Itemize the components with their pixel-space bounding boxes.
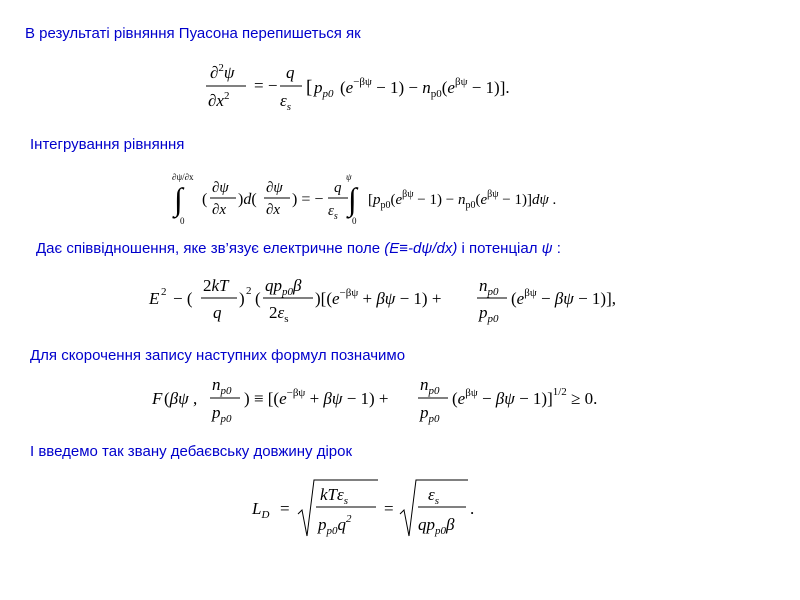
svg-text:ψ: ψ [346, 172, 352, 182]
svg-text:∫: ∫ [174, 181, 183, 217]
svg-text:εs: $\varepsilon_s$ [328, 203, 338, 222]
svg-text:) = −: ) = − [292, 191, 324, 208]
svg-text:np0: $n_{p0}$ [479, 276, 499, 298]
svg-text:pp0: $p_{p0}$ [479, 303, 499, 325]
svg-text:(: ( [255, 289, 261, 308]
field-definition: (E≡-dψ/dx) [384, 240, 458, 257]
text-field-relation-suffix: : [552, 240, 561, 257]
svg-text:=: = [384, 499, 394, 518]
svg-text:[pp0(eβψ − 1) − np0(eβψ − 1)]d: $[p_{p0}(e^{\beta\psi} - 1) - n_{p0}(e^{\beta\psi} - 1)]d\psi$ . [368, 189, 557, 211]
svg-text:F: F [152, 389, 163, 408]
svg-text:)[(e−βψ + βψ − 1) +: )[$(e^{-\beta\psi} + \beta\psi - 1)$ + [315, 287, 442, 308]
svg-text:∂x: ∂x [266, 202, 281, 218]
field-equation [145, 268, 655, 334]
potential-symbol: ψ [541, 240, 553, 257]
svg-text:(e−βψ − 1) − np0(eβψ − 1)].: $(e^{-\beta\psi} - 1) - n_{p0}(e^{\beta\psi} - 1)$]. [340, 76, 510, 100]
svg-text:(eβψ − βψ − 1)]1/2 ≥ 0.: $(e^{\beta\psi} - \beta\psi - 1)]^{1/2} \ge 0$. [452, 386, 598, 408]
svg-text:LD: $L_D$ [252, 499, 270, 521]
poisson-equation [200, 58, 580, 118]
debye-length-equation [248, 474, 488, 544]
svg-text:pp0q2: $p_{p0}q^2$ [318, 513, 352, 537]
function-definition [148, 370, 648, 430]
text-field-relation-mid: і потенціал [457, 240, 542, 257]
svg-text:(eβψ − βψ − 1)],: $(e^{\beta\psi} - \beta\psi - 1)$], [511, 287, 616, 308]
svg-text:∂ψ: ∂ψ [212, 180, 229, 196]
svg-text:.: . [470, 499, 475, 518]
svg-text:q: q [213, 303, 222, 322]
svg-text:q: q [286, 63, 295, 82]
text-poisson-intro: В результаті рівняння Пуасона перепишеться як [25, 25, 361, 42]
svg-text:∂x: ∂x [212, 202, 227, 218]
svg-text:q: q [334, 180, 342, 196]
svg-text:): ) [239, 289, 245, 308]
text-field-relation-prefix: Дає співвідношення, яке зв’язує електричне поле [36, 240, 385, 257]
svg-text:E: E [149, 289, 160, 308]
svg-text:[: [ [306, 77, 313, 98]
svg-text:qpp0β: $qp_{p0}\beta$ [265, 276, 302, 298]
svg-text:2kT: 2kT [203, 276, 229, 295]
svg-text:= −: = − [254, 76, 278, 95]
svg-text:qpp0β: $qp_{p0}\beta$ [418, 515, 455, 537]
svg-text:2: 2 [246, 285, 252, 297]
svg-text:εs: $\varepsilon_s$ [428, 485, 439, 507]
svg-text:) ≡ [(e−βψ + βψ − 1) +: ) ≡ [$(e^{-\beta\psi} + \beta\psi - 1)$ + [244, 387, 389, 408]
text-debye-length: І введемо так звану дебаєвську довжину дірок [30, 443, 353, 460]
svg-text:(βψ ,: (βψ , [164, 389, 198, 408]
svg-text:0: 0 [180, 216, 185, 226]
text-notation: Для скорочення запису наступних формул позначимо [30, 347, 406, 364]
svg-text:)d(: )d( [238, 191, 257, 208]
svg-text:2: 2 [161, 286, 167, 298]
svg-text:0: 0 [352, 216, 357, 226]
svg-text:εs: $\varepsilon_s$ [280, 91, 291, 113]
integration-equation [168, 168, 608, 230]
svg-text:pp0: $p_{p0}$ [212, 403, 232, 425]
svg-text:∂ψ/∂x: ∂ψ/∂x [172, 172, 194, 182]
svg-text:∂2ψ: ∂$^2$ψ [210, 62, 235, 82]
svg-text:np0: $n_{p0}$ [420, 375, 440, 397]
text-field-relation [36, 240, 561, 257]
svg-text:kTεs: kTε$_s$ [320, 485, 348, 507]
text-integration: Інтегрування рівняння [30, 136, 185, 153]
svg-text:∫: ∫ [348, 181, 357, 217]
svg-text:∂ψ: ∂ψ [266, 180, 283, 196]
svg-text:=: = [280, 499, 290, 518]
svg-text:pp0: $p_{p0}$ [314, 78, 334, 100]
svg-text:− (: − ( [173, 289, 193, 308]
svg-text:∂x2: $\partial x^2$ [208, 90, 230, 110]
svg-text:(: ( [202, 191, 208, 208]
svg-text:np0: $n_{p0}$ [212, 375, 232, 397]
svg-text:pp0: $p_{p0}$ [420, 403, 440, 425]
svg-text:2εs: $2\varepsilon_s$ [269, 303, 289, 325]
